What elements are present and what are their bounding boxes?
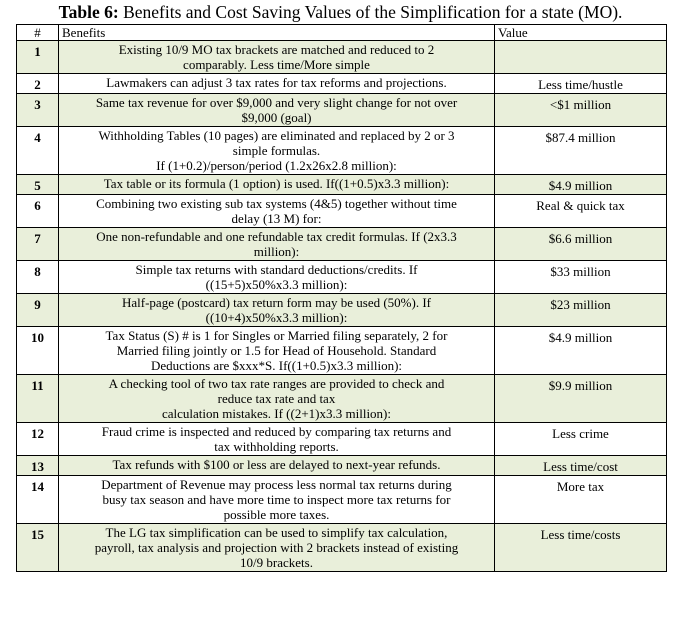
benefit-cell [59,456,495,476]
benefit-line: simple formulas. [232,143,321,158]
benefit-cell [59,327,495,375]
benefit-cell [59,74,495,94]
table-row [17,524,667,572]
benefit-line: calculation mistakes. If ((2+1)x3.3 million): [162,406,391,421]
benefit-cell [59,294,495,327]
benefit-line: The LG tax simplification can be used to simplify tax calculation, [105,525,448,540]
row-number: 3 [17,94,59,127]
benefit-line: Withholding Tables (10 pages) are eliminated and replaced by 2 or 3 [98,128,455,143]
table-row [17,261,667,294]
table-row [17,294,667,327]
row-number: 1 [17,41,59,74]
row-number: 13 [17,456,59,476]
value-cell: Less crime [495,423,667,456]
table-row [17,74,667,94]
header-num: # [17,25,59,41]
benefit-line: Lawmakers can adjust 3 tax rates for tax reforms and projections. [106,75,447,90]
benefit-line: A checking tool of two tax rate ranges are provided to check and [108,376,445,391]
row-number: 9 [17,294,59,327]
table-row [17,375,667,423]
benefit-line: Fraud crime is inspected and reduced by comparing tax returns and [101,424,452,439]
benefit-cell [59,195,495,228]
value-cell: Less time/costs [495,524,667,572]
benefit-line: Half-page (postcard) tax return form may be used (50%). If [122,295,431,310]
row-number: 7 [17,228,59,261]
benefit-line: tax withholding reports. [214,439,339,454]
table-row [17,41,667,74]
benefit-line: Deductions are $xxx*S. If((1+0.5)x3.3 million): [150,358,403,373]
table-caption-text: Benefits and Cost Saving Values of the Simplification for a state (MO). [118,2,623,22]
value-cell: $87.4 million [495,127,667,175]
benefit-cell [59,228,495,261]
benefit-cell [59,94,495,127]
row-number: 14 [17,476,59,524]
table-row [17,195,667,228]
table-body [17,41,667,572]
value-cell: Less time/cost [495,456,667,476]
row-number: 10 [17,327,59,375]
row-number: 4 [17,127,59,175]
table-row [17,175,667,195]
value-cell: <$1 million [495,94,667,127]
row-number: 11 [17,375,59,423]
row-number: 12 [17,423,59,456]
benefit-line: Tax refunds with $100 or less are delayed to next-year refunds. [112,457,441,472]
row-number: 5 [17,175,59,195]
benefit-line: Tax table or its formula (1 option) is used. If((1+0.5)x3.3 million): [103,176,450,191]
benefit-line: One non-refundable and one refundable tax credit formulas. If (2x3.3 [96,229,457,244]
table-row [17,228,667,261]
benefit-cell [59,423,495,456]
header-value: Value [495,25,667,41]
benefit-line: $9,000 (goal) [241,110,312,125]
benefit-line: busy tax season and have more time to inspect more tax returns for [102,492,451,507]
value-cell: $9.9 million [495,375,667,423]
row-number: 15 [17,524,59,572]
value-cell: Less time/hustle [495,74,667,94]
benefit-line: Combining two existing sub tax systems (4&5) together without time [96,196,457,211]
benefit-cell [59,127,495,175]
benefit-line: delay (13 M) for: [231,211,322,226]
table-row [17,456,667,476]
value-cell [495,41,667,74]
row-number: 6 [17,195,59,228]
benefit-line: Simple tax returns with standard deductions/credits. If [135,262,418,277]
table-row [17,476,667,524]
table-row [17,94,667,127]
header-benefits: Benefits [59,25,495,41]
value-cell: Real & quick tax [495,195,667,228]
value-cell: $6.6 million [495,228,667,261]
benefit-cell [59,41,495,74]
benefit-cell [59,476,495,524]
benefit-line: million): [253,244,300,259]
benefit-line: payroll, tax analysis and projection with 2 brackets instead of existing [94,540,459,555]
benefit-line: ((10+4)x50%x3.3 million): [205,310,348,325]
table-header-row [17,25,667,41]
benefit-cell [59,175,495,195]
benefits-table [16,24,667,572]
value-cell: $23 million [495,294,667,327]
benefit-line: 10/9 brackets. [240,555,313,570]
table-caption [0,2,681,22]
value-cell: $4.9 million [495,175,667,195]
benefit-line: If (1+0.2)/person/period (1.2x26x2.8 million): [156,158,397,173]
benefit-line: Department of Revenue may process less normal tax returns during [101,477,452,492]
table-row [17,327,667,375]
benefit-cell [59,375,495,423]
table-row [17,127,667,175]
value-cell: $4.9 million [495,327,667,375]
table-row [17,423,667,456]
benefit-line: possible more taxes. [223,507,330,522]
benefit-cell [59,524,495,572]
row-number: 8 [17,261,59,294]
benefit-line: Existing 10/9 MO tax brackets are matched and reduced to 2 [118,42,435,57]
value-cell: More tax [495,476,667,524]
value-cell: $33 million [495,261,667,294]
benefit-line: comparably. Less time/More simple [183,57,370,72]
benefit-line: Married filing jointly or 1.5 for Head of Household. Standard [116,343,437,358]
benefit-line: Tax Status (S) # is 1 for Singles or Married filing separately, 2 for [105,328,448,343]
benefit-line: Same tax revenue for over $9,000 and very slight change for not over [95,95,458,110]
row-number: 2 [17,74,59,94]
benefit-line: ((15+5)x50%x3.3 million): [205,277,348,292]
benefit-line: reduce tax rate and tax [217,391,336,406]
benefit-cell [59,261,495,294]
table-caption-label: Table 6: [58,2,119,22]
